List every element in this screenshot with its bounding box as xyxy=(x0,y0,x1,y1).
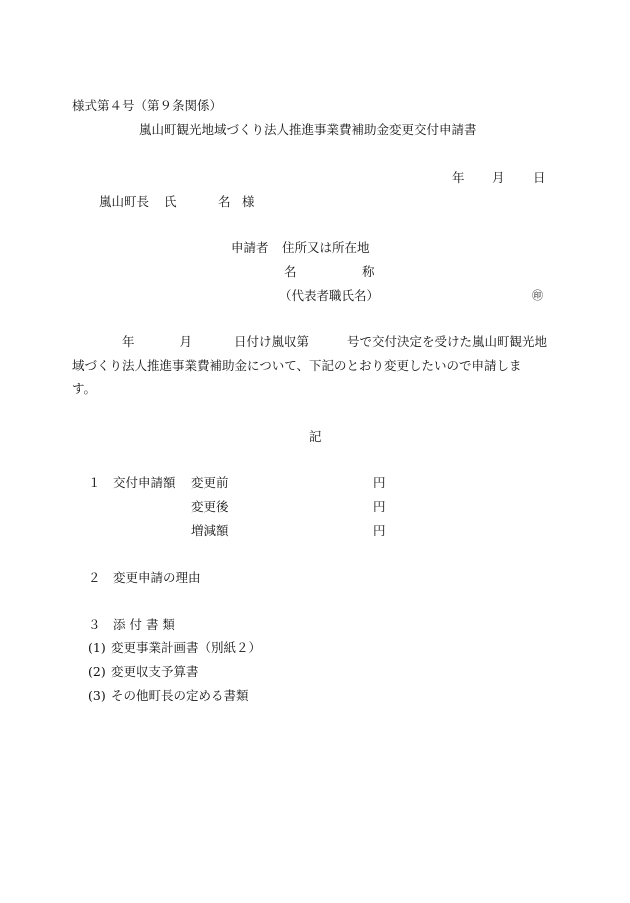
form-number: 様式第４号（第９条関係） xyxy=(72,98,223,113)
paragraph-line-3: す。 xyxy=(72,381,97,396)
attachment-1-number: (1) xyxy=(88,640,106,655)
applicant-name-label-1: 名 xyxy=(284,264,297,279)
applicant-representative-label: （代表者職氏名） xyxy=(279,288,380,303)
item1-row-diff-label: 増減額 xyxy=(191,523,229,538)
item1-label: 交付申請額 xyxy=(113,475,176,490)
date-month: 月 xyxy=(492,170,505,185)
seal-mark: ㊞ xyxy=(532,289,543,302)
addressee-shi: 氏 xyxy=(164,194,177,209)
paragraph-line-1-rest: 号で交付決定を受けた嵐山町観光地 xyxy=(347,334,548,349)
item1-row-after-label: 変更後 xyxy=(191,499,229,514)
blank-year: 年 xyxy=(122,334,135,349)
item1-row-after-unit: 円 xyxy=(373,499,386,514)
attachment-3-text: その他町長の定める書類 xyxy=(111,688,249,703)
applicant-label: 申請者 xyxy=(231,240,269,255)
date-day: 日 xyxy=(533,170,546,185)
addressee-mei: 名 xyxy=(218,194,231,209)
ki-heading: 記 xyxy=(309,429,322,444)
blank-day-ref: 日付け嵐収第 xyxy=(234,334,310,349)
attachment-1-text: 変更事業計画書（別紙２） xyxy=(111,640,262,655)
paragraph-line-1 xyxy=(72,330,562,354)
item3-label: 添 付 書 類 xyxy=(113,617,175,632)
document-title: 嵐山町観光地域づくり法人推進事業費補助金変更交付申請書 xyxy=(139,122,477,137)
attachment-2-number: (2) xyxy=(88,664,106,679)
item3-number: ３ xyxy=(88,617,101,632)
addressee-sama: 様 xyxy=(242,194,255,209)
blank-month: 月 xyxy=(179,334,193,349)
item1-row-diff-unit: 円 xyxy=(373,523,386,538)
item1-row-before-label: 変更前 xyxy=(191,475,229,490)
applicant-name-label-2: 称 xyxy=(362,264,375,279)
attachment-3-number: (3) xyxy=(88,688,106,703)
attachment-2-text: 変更収支予算書 xyxy=(111,664,199,679)
item2-number: ２ xyxy=(88,570,101,585)
item2-label: 変更申請の理由 xyxy=(113,570,201,585)
applicant-address-label: 住所又は所在地 xyxy=(282,240,370,255)
request-paragraph xyxy=(72,330,562,401)
item1-number: １ xyxy=(88,475,101,490)
item1-row-before-unit: 円 xyxy=(373,475,386,490)
paragraph-line-2: 域づくり法人推進事業費補助金について、下記のとおり変更したいので申請しま xyxy=(72,357,522,373)
date-year: 年 xyxy=(452,170,465,185)
addressee-name: 嵐山町長 xyxy=(99,194,150,209)
